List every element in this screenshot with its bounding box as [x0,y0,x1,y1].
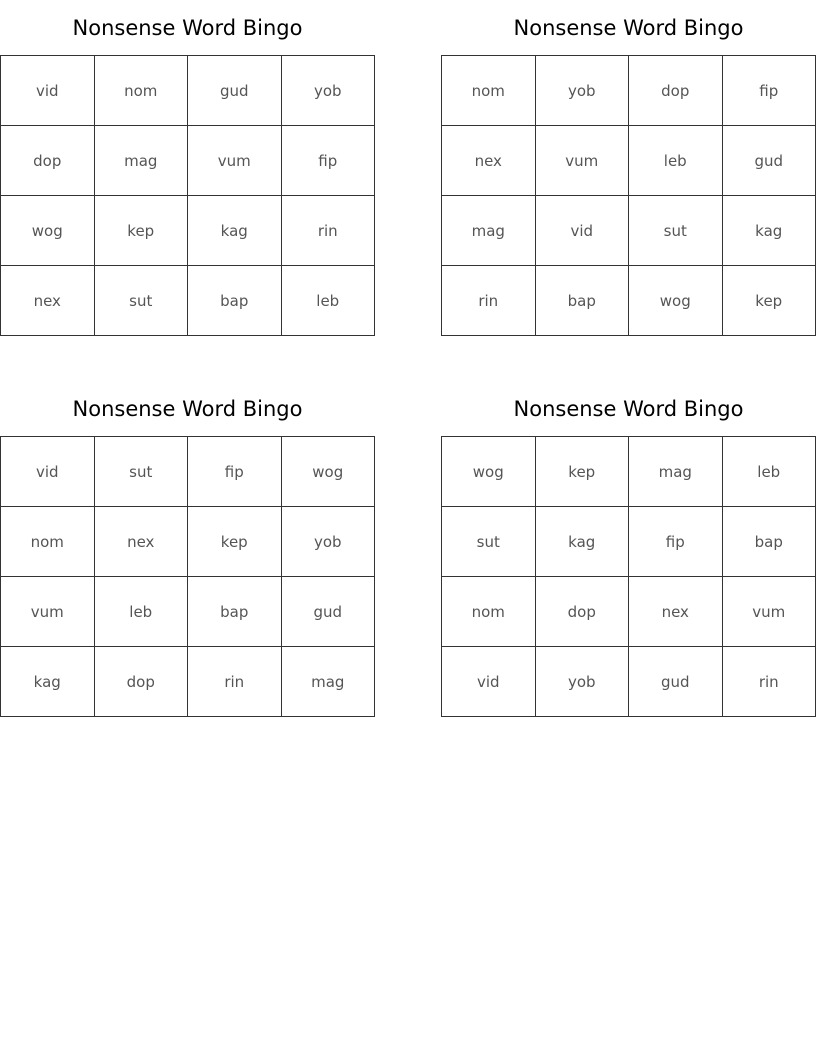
grid-cell: bap [722,507,816,577]
grid-row [1,196,375,266]
grid-cell: sut [629,196,723,266]
card-title: Nonsense Word Bingo [72,397,303,421]
grid-cell: wog [281,437,375,507]
grid-cell: yob [281,56,375,126]
grid-cell: dop [535,577,629,647]
grid-cell: bap [188,266,282,336]
bingo-grid [0,55,375,336]
grid-row [1,647,375,717]
grid-row [442,577,816,647]
grid-cell: vum [1,577,95,647]
grid-cell: nom [94,56,188,126]
bingo-grid [441,55,816,336]
grid-cell: nex [1,266,95,336]
grid-cell: kep [94,196,188,266]
grid-cell: dop [94,647,188,717]
grid-cell: leb [94,577,188,647]
bingo-card [441,381,816,717]
grid-cell: sut [442,507,536,577]
grid-cell: yob [535,647,629,717]
card-title: Nonsense Word Bingo [513,16,744,40]
grid-cell: kag [535,507,629,577]
grid-cell: kep [535,437,629,507]
grid-row [442,126,816,196]
grid-cell: fip [722,56,816,126]
grid-cell: vum [535,126,629,196]
grid-cell: nom [1,507,95,577]
grid-row [1,437,375,507]
grid-cell: mag [281,647,375,717]
grid-cell: nom [442,577,536,647]
grid-cell: gud [188,56,282,126]
grid-cell: dop [1,126,95,196]
grid-cell: nex [94,507,188,577]
grid-cell: leb [281,266,375,336]
grid-cell: yob [535,56,629,126]
grid-cell: fip [629,507,723,577]
grid-row [442,196,816,266]
grid-cell: mag [629,437,723,507]
grid-cell: vid [1,437,95,507]
grid-row [1,126,375,196]
grid-cell: gud [281,577,375,647]
card-title: Nonsense Word Bingo [72,16,303,40]
grid-cell: vid [535,196,629,266]
grid-row [442,507,816,577]
grid-cell: gud [722,126,816,196]
grid-cell: dop [629,56,723,126]
grid-cell: kep [188,507,282,577]
grid-row [442,437,816,507]
grid-cell: kag [722,196,816,266]
grid-cell: bap [535,266,629,336]
grid-row [442,56,816,126]
grid-cell: wog [442,437,536,507]
grid-cell: nom [442,56,536,126]
grid-cell: kag [1,647,95,717]
grid-cell: mag [442,196,536,266]
grid-cell: fip [281,126,375,196]
card-title: Nonsense Word Bingo [513,397,744,421]
grid-row [1,266,375,336]
grid-cell: vid [442,647,536,717]
grid-cell: leb [629,126,723,196]
grid-cell: yob [281,507,375,577]
grid-cell: rin [188,647,282,717]
grid-cell: rin [442,266,536,336]
grid-cell: nex [629,577,723,647]
grid-cell: sut [94,437,188,507]
grid-cell: kag [188,196,282,266]
grid-cell: rin [281,196,375,266]
grid-cell: mag [94,126,188,196]
bingo-grid [0,436,375,717]
grid-cell: sut [94,266,188,336]
grid-cell: wog [629,266,723,336]
grid-cell: nex [442,126,536,196]
grid-row [442,266,816,336]
bingo-card [0,381,375,717]
grid-cell: wog [1,196,95,266]
grid-cell: leb [722,437,816,507]
grid-cell: rin [722,647,816,717]
grid-cell: bap [188,577,282,647]
grid-cell: kep [722,266,816,336]
grid-cell: vum [722,577,816,647]
bingo-card [441,0,816,336]
grid-cell: fip [188,437,282,507]
bingo-grid [441,436,816,717]
grid-row [442,647,816,717]
grid-row [1,507,375,577]
grid-row [1,577,375,647]
bingo-card [0,0,375,336]
grid-row [1,56,375,126]
grid-cell: gud [629,647,723,717]
grid-cell: vum [188,126,282,196]
grid-cell: vid [1,56,95,126]
